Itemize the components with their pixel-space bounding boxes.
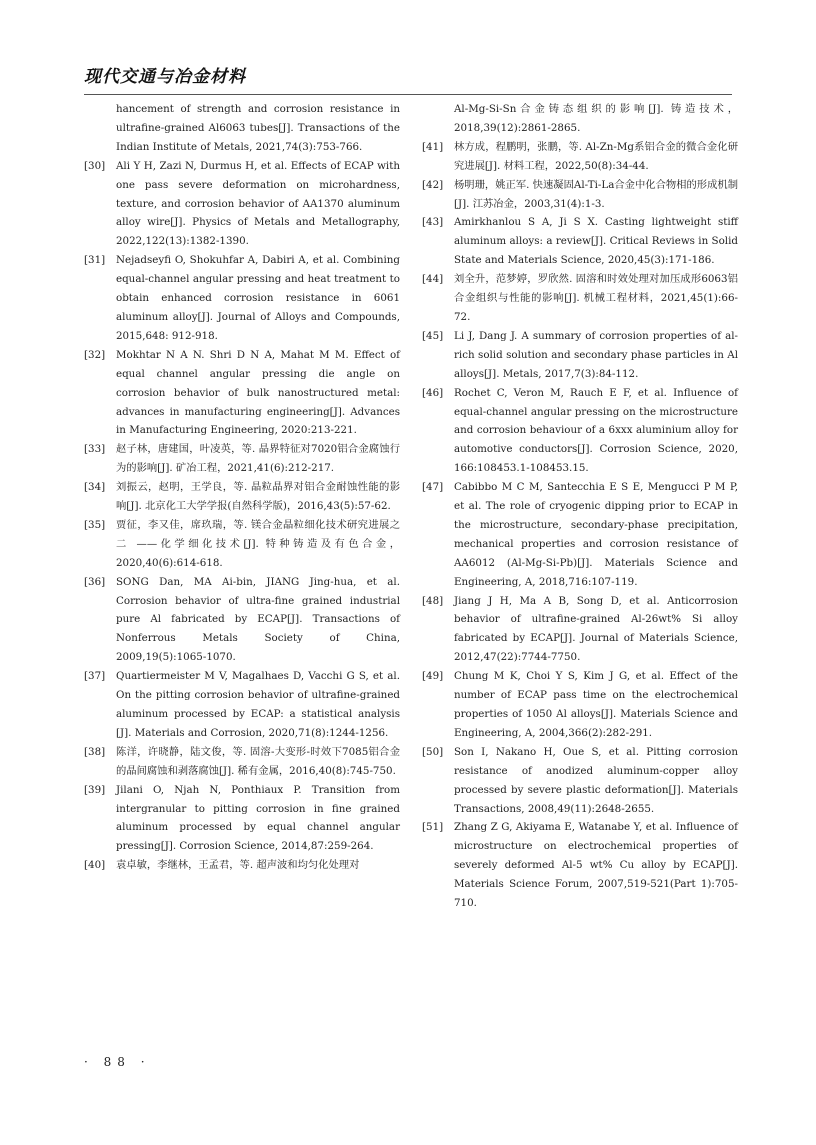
reference-entry [422,213,738,270]
reference-number: [44] [422,273,444,286]
reference-entry [422,743,738,819]
reference-text: Jilani O, Njah N, Ponthiaux P. Transition from intergranular to pitting corrosion in fine grained aluminum processed by equal channel angular pressing[J]. Corrosion Science, 2014,87:259-264. [116,783,400,853]
reference-number: [32] [84,348,106,361]
reference-number: [51] [422,821,444,834]
reference-text: Cabibbo M C M, Santecchia E S E, Mengucci P M P, et al. The role of cryogenic dipping prior to ECAP in the microstructure, secondary-phase precipitation, mechanical properties and corrosion resistance of AA6012 (Al-Mg-Si-Pb)[J]. Materials Science and Engineering, A, 2018,716:107-119. [454,481,738,588]
reference-text: Jiang J H, Ma A B, Song D, et al. Anticorrosion behavior of ultrafine-grained Al-26wt% Si alloy fabricated by ECAP[J]. Journal of Materials Science, 2012,47(22):7744-7750. [454,594,738,664]
reference-text: Al-Mg-Si-Sn合金铸态组织的影响[J]. 铸造技术，2018,39(12):2861-2865. [454,103,738,134]
reference-number: [47] [422,481,444,494]
reference-entry [84,743,400,781]
reference-text: Li J, Dang J. A summary of corrosion properties of al-rich solid solution and secondary phase particles in Al alloys[J]. Metals, 2017,7(3):84-112. [454,329,738,380]
reference-number: [50] [422,745,444,758]
header-rule [84,94,732,95]
journal-logo: 现代交通与冶金材料 [84,67,246,87]
reference-entry [422,478,738,591]
reference-entry [422,818,738,913]
reference-number: [39] [84,783,106,796]
reference-entry [84,346,400,441]
reference-text: Quartiermeister M V, Magalhaes D, Vacchi G S, et al. On the pitting corrosion behavior of ultrafine-grained aluminum processed by ECAP: a statistical analysis [J]. Materials and Corrosion, 2020,71(8):1244-1256. [116,670,400,739]
reference-text: 贾征，李又佳，席玖瑞，等. 镁合金晶粒细化技术研究进展之二 ——化学细化技术[J]. 特种铸造及有色合金，2020,40(6):614-618. [116,518,400,569]
reference-text: SONG Dan, MA Ai-bin, JIANG Jing-hua, et al. Corrosion behavior of ultra-fine grained industrial pure Al fabricated by ECAP[J]. Transactions of Nonferrous Metals Society of China, 2009,19(5):1065-1070. [116,575,400,664]
reference-entry [84,573,400,668]
reference-number: [43] [422,216,444,229]
reference-text: 刘振云，赵明，王学良，等. 晶粒晶界对铝合金耐蚀性能的影响[J]. 北京化工大学学报(自然科学版)，2016,43(5):57-62. [116,481,400,513]
reference-entry [84,516,400,573]
page-number: · 88 · [84,1055,151,1069]
reference-number: [35] [84,518,106,531]
references-right-column [422,100,738,913]
reference-text: 刘全升，范梦婷，罗欣然. 固溶和时效处理对加压成形6063铝合金组织与性能的影响[J]. 机械工程材料，2021,45(1):66-72. [454,273,738,323]
reference-text: Son I, Nakano H, Oue S, et al. Pitting corrosion resistance of anodized aluminum-copper alloy processed by severe plastic deformation[J]. Materials Transactions, 2008,49(11):2648-2655. [454,745,738,815]
reference-number: [33] [84,443,106,456]
reference-entry [84,157,400,252]
reference-entry [422,176,738,214]
reference-entry [422,270,738,327]
reference-text: 赵子林，唐建国，叶凌英，等. 晶界特征对7020铝合金腐蚀行为的影响[J]. 矿冶工程，2021,41(6):212-217. [116,443,400,475]
reference-text: Chung M K, Choi Y S, Kim J G, et al. Effect of the number of ECAP pass time on the electrochemical properties of 1050 Al alloys[J]. Materials Science and Engineering, A, 2004,366(2):282-291. [454,670,738,739]
reference-text: Mokhtar N A N. Shri D N A, Mahat M M. Effect of equal channel angular pressing die angle on corrosion behavior of bulk nanostructured metal: advances in manufacturing engineering[J]. Advances in Manufacturing Engineering, 2020:213-221. [116,348,400,437]
reference-entry [84,667,400,743]
reference-text: 杨明珊，姚正军. 快速凝固Al-Ti-La合金中化合物相的形成机制[J]. 江苏冶金，2003,31(4):1-3. [454,178,738,210]
reference-text: Amirkhanlou S A, Ji S X. Casting lightweight stiff aluminum alloys: a review[J]. Critical Reviews in Solid State and Materials Science, 2020,45(3):171-186. [454,216,738,267]
reference-number: [48] [422,594,444,607]
reference-number: [42] [422,178,444,191]
reference-text: 袁卓敏，李继林，王孟君，等. 超声波和均匀化处理对 [116,859,360,872]
reference-entry [84,478,400,516]
reference-number: [49] [422,670,444,683]
reference-entry [422,384,738,479]
reference-number: [38] [84,745,106,758]
reference-entry [422,592,738,668]
references-left-column [84,100,400,875]
reference-number: [37] [84,670,106,683]
reference-entry [84,856,400,875]
reference-number: [41] [422,140,444,153]
reference-entry [422,100,738,138]
reference-number: [46] [422,386,444,399]
reference-text: Rochet C, Veron M, Rauch E F, et al. Influence of equal-channel angular pressing on the microstructure and corrosion behaviour of a 6xxx aluminium alloy for automotive conductors[J]. Corrosion Science, 2020, 166:108453.1-108453.15. [454,386,738,475]
reference-entry [84,781,400,857]
reference-entry [84,100,400,157]
reference-entry [422,138,738,176]
reference-number: [36] [84,575,106,588]
reference-entry [84,251,400,346]
reference-number: [31] [84,254,106,267]
reference-entry [422,667,738,743]
reference-number: [34] [84,481,106,494]
reference-text: Nejadseyfi O, Shokuhfar A, Dabiri A, et al. Combining equal-channel angular pressing and heat treatment to obtain enhanced corrosion resistance in 6061 aluminum alloy[J]. Journal of Alloys and Compounds, 2015,648: 912-918. [116,254,400,342]
reference-entry [422,327,738,384]
reference-text: 林方成，程鹏明，张鹏，等. Al-Zn-Mg系铝合金的微合金化研究进展[J]. 材料工程，2022,50(8):34-44. [454,140,738,172]
reference-number: [45] [422,329,444,342]
reference-number: [40] [84,859,106,872]
reference-text: Ali Y H, Zazi N, Durmus H, et al. Effects of ECAP with one pass severe deformation on microhardness, texture, and corrosion behavior of AA1370 aluminum alloy wire[J]. Physics of Metals and Metallography, 2022,122(13):1382-1390. [116,159,400,248]
reference-text: Zhang Z G, Akiyama E, Watanabe Y, et al. Influence of microstructure on electrochemical properties of severely deformed Al-5 wt% Cu alloy by ECAP[J]. Materials Science Forum, 2007,519-521(Part 1):705-710. [454,821,738,910]
reference-text: 陈洋，许晓静，陆文俊，等. 固溶-大变形-时效下7085铝合金的晶间腐蚀和剥落腐蚀[J]. 稀有金属，2016,40(8):745-750. [116,745,400,777]
reference-entry [84,440,400,478]
reference-number: [30] [84,159,106,172]
reference-text: hancement of strength and corrosion resistance in ultrafine-grained Al6063 tubes[J]. Transactions of the Indian Institute of Metals, 2021,74(3):753-766. [116,103,400,153]
